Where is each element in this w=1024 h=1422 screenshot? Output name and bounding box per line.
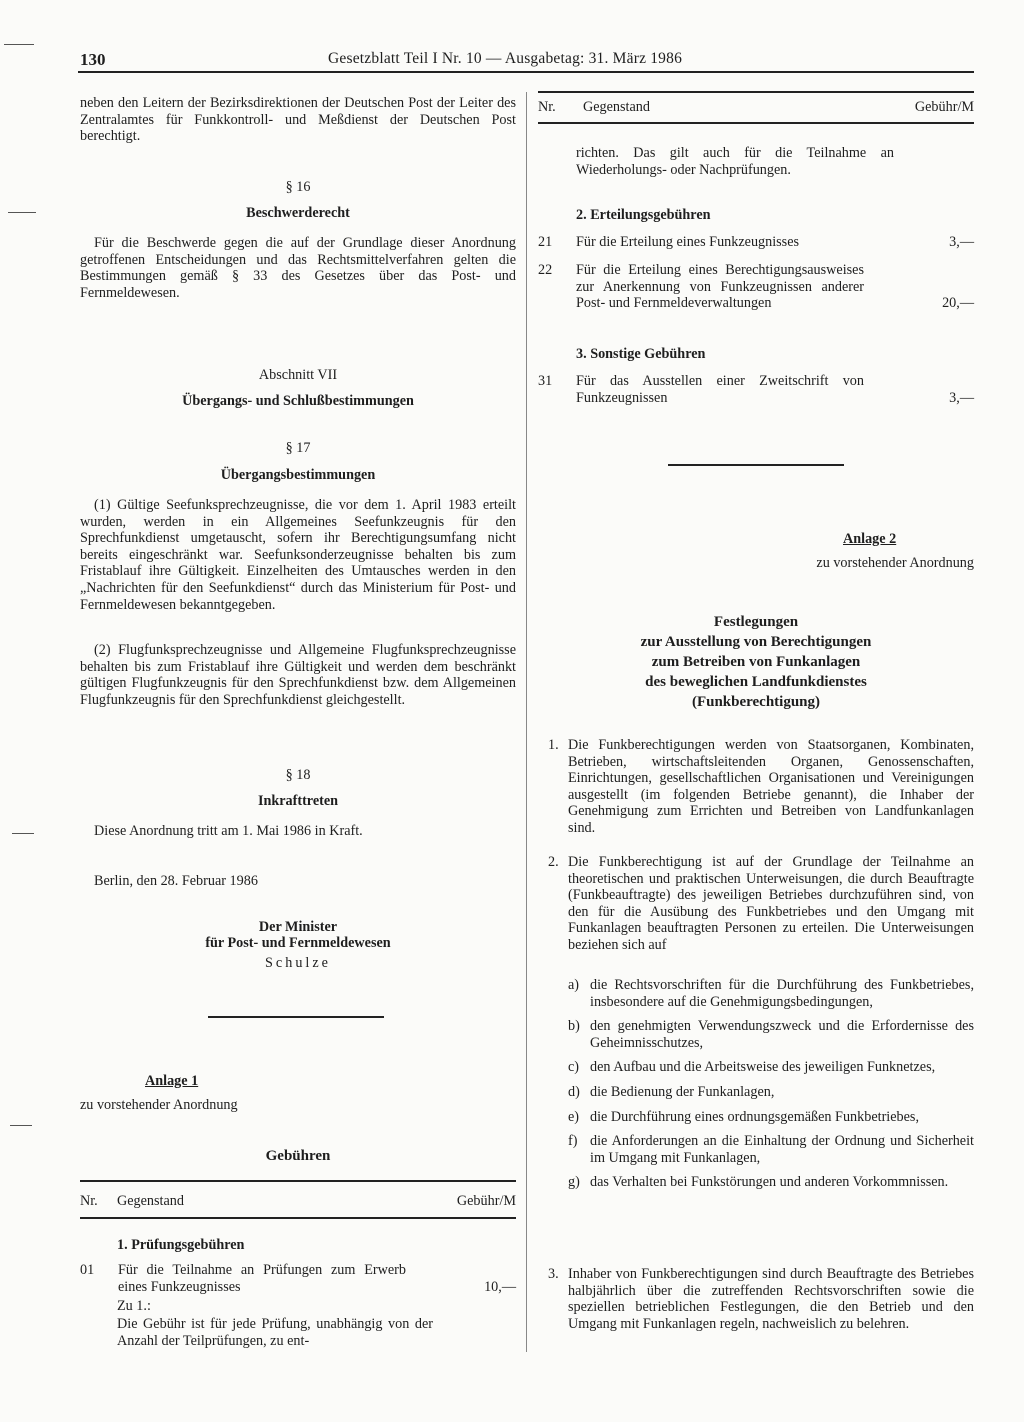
sub-item-a-text: die Rechtsvorschriften für die Durchführung des Funkbetriebes, insbesondere auf die Genehmigungsbedingungen, [590, 977, 974, 1010]
sub-item-d-text: die Bedienung der Funkanlagen, [590, 1083, 775, 1100]
sub-item-a-marker: a) [568, 977, 580, 993]
right-table-header-fee: Gebühr/M [914, 99, 974, 115]
sub-item-g-marker: g) [568, 1174, 580, 1191]
list-item-2-text: Die Funkberechtigung ist auf der Grundlage der Teilnahme an theoretischen und praktischen Unterweisungen, die durch Beauftragte (Funkbeauftragte) des jeweiligen Betriebes durchzuführen sind, von den für die Ausübung des Funkbetriebes und den Umgang mit Funkanlagen beauftragten Personen zu erteilen. Die Unterweisungen beziehen sich auf [568, 854, 974, 953]
table-row-01 [80, 1262, 516, 1295]
festlegungen-title-line-2: zur Ausstellung von Berechtigungen [640, 634, 872, 650]
sub-item-f-marker: f) [568, 1133, 578, 1150]
sub-item-e-text: die Durchführung eines ordnungsgemäßen Funkbetriebes, [590, 1108, 919, 1125]
row-21-fee: 3,— [949, 234, 974, 250]
row-31-number: 31 [538, 373, 553, 389]
table-header-nr: Nr. [80, 1193, 98, 1209]
table-section-3: 3. Sonstige Gebühren [576, 346, 706, 362]
signature-name: Schulze [265, 955, 331, 971]
scan-mark [4, 44, 34, 45]
row-22-text: Für die Erteilung eines Berechtigungsausweises zur Anerkennung von Funkzeugnissen anderer Post- und Fernmeldeverwaltungen [576, 262, 864, 312]
table-row-31 [538, 373, 974, 406]
table-header-fee: Gebühr/M [456, 1193, 516, 1209]
row-21-text: Für die Erteilung eines Funkzeugnisses [576, 234, 800, 250]
row-22-fee: 20,— [942, 295, 974, 312]
abschnitt-title: Übergangs- und Schlußbestimmungen [182, 393, 414, 409]
list-item-1-text: Die Funkberechtigungen werden von Staatsorganen, Kombinaten, Betrieben, wirtschaftsleitenden Organen, Genossenschaften, Einrichtungen, gesellschaftlichen Organisationen und Vereinigungen ausgestellt (im folgenden Betriebe genannt), die Inhaber der Genehmigung zum Errichten und Betreiben von Landfunkanlagen sind. [568, 737, 974, 836]
table-header-subject: Gegenstand [117, 1193, 184, 1209]
right-table-top-rule [538, 91, 974, 93]
festlegungen-title-line-1: Festlegungen [713, 614, 799, 630]
scan-mark [8, 212, 36, 213]
section-18-number: § 18 [285, 767, 311, 783]
section-16-title: Beschwerderecht [246, 205, 350, 221]
sub-item-b-marker: b) [568, 1018, 580, 1035]
anlage-1-label: Anlage 1 [145, 1073, 199, 1089]
list-item-2-number: 2. [548, 854, 559, 870]
note-text: Die Gebühr ist für jede Prüfung, unabhängig von der Anzahl der Teilprüfungen, zu ent- [117, 1316, 433, 1349]
scan-mark [12, 833, 34, 834]
festlegungen-title-line-5: (Funkberechtigung) [691, 694, 821, 710]
page-header-title: Gesetzblatt Teil I Nr. 10 — Ausgabetag: 31. März 1986 [328, 50, 683, 67]
right-separator-rule [668, 464, 844, 466]
list-item-3 [548, 1266, 974, 1332]
anlage-1-title: Gebühren [265, 1148, 331, 1164]
table-header-rule [80, 1217, 516, 1219]
sub-item-c-marker: c) [568, 1059, 580, 1076]
list-item-1 [548, 737, 974, 837]
list-item-1-number: 1. [548, 737, 559, 753]
date-line: Berlin, den 28. Februar 1986 [94, 873, 258, 889]
anlage-1-subtitle: zu vorstehender Anordnung [80, 1097, 238, 1113]
sub-item-c-text: den Aufbau und die Arbeitsweise des jeweiligen Funknetzes, [590, 1059, 936, 1076]
list-item-2 [548, 854, 974, 954]
page-number: 130 [80, 50, 106, 69]
list-item-3-number: 3. [548, 1266, 559, 1282]
sub-item-f-text: die Anforderungen an die Einhaltung der Ordnung und Sicherheit im Umgang mit Funkanlagen, [590, 1133, 974, 1166]
row-01-fee: 10,— [484, 1278, 516, 1295]
section-16-text: Für die Beschwerde gegen die auf der Grundlage dieser Anordnung getroffenen Entscheidungen und das Rechtsmittelverfahren gelten die Bestimmungen gemäß § 33 des Gesetzes über das Post- und Fernmeldewesen. [80, 235, 516, 301]
right-table-header-nr: Nr. [538, 99, 556, 115]
right-table-continuation: richten. Das gilt auch für die Teilnahme an Wiederholungs- oder Nachprüfungen. [576, 145, 894, 178]
sub-item-d-marker: d) [568, 1083, 580, 1100]
row-21-number: 21 [538, 234, 553, 250]
table-row-22 [538, 262, 974, 312]
festlegungen-title [538, 612, 974, 712]
sub-item-g-text: das Verhalten bei Funkstörungen und anderen Vorkommnissen. [590, 1174, 949, 1191]
festlegungen-title-line-3: zum Betreiben von Funkanlagen [651, 654, 861, 670]
section-16-number: § 16 [285, 179, 311, 195]
row-31-fee: 3,— [949, 389, 974, 406]
section-17-title: Übergangsbestimmungen [220, 467, 376, 483]
row-01-text: Für die Teilnahme an Prüfungen zum Erwerb eines Funkzeugnisses [118, 1262, 406, 1295]
table-section-2: 2. Erteilungsgebühren [576, 207, 711, 223]
sub-item-e-marker: e) [568, 1108, 580, 1125]
header-rule [78, 71, 974, 73]
section-17-number: § 17 [285, 440, 311, 456]
separator-rule [208, 1016, 384, 1018]
signature-title-1: Der Minister [258, 919, 338, 935]
note-label: Zu 1.: [117, 1298, 151, 1314]
abschnitt-label: Abschnitt VII [258, 367, 338, 383]
table-top-rule [80, 1180, 516, 1182]
row-22-number: 22 [538, 262, 553, 278]
row-01-number: 01 [80, 1262, 95, 1278]
right-table-header-rule [538, 122, 974, 124]
scan-mark [10, 1125, 32, 1126]
section-17-paragraph-2: (2) Flugfunksprechzeugnisse und Allgemeine Flugfunksprechzeugnisse behalten bis zum Fristablauf ihre Gültigkeit und werden dem beschränkt gültigen Flugfunkzeugnis für den Sprechfunkdienst bzw. dem Allgemeinen Flugfunkzeugnis für den Sprechfunkdienst gleichgestellt. [80, 642, 516, 708]
table-row-21 [538, 234, 974, 251]
section-18-text: Diese Anordnung tritt am 1. Mai 1986 in Kraft. [94, 823, 363, 839]
signature-title-2: für Post- und Fernmeldewesen [205, 935, 391, 951]
festlegungen-title-line-4: des beweglichen Landfunkdienstes [645, 674, 867, 690]
intro-paragraph: neben den Leitern der Bezirksdirektionen der Deutschen Post der Leiter des Zentralamtes für Funkkontroll- und Meßdienst der Deutschen Post berechtigt. [80, 95, 516, 145]
table-section-1: 1. Prüfungsgebühren [117, 1237, 245, 1253]
anlage-2-subtitle: zu vorstehender Anordnung [816, 555, 974, 571]
anlage-2-label: Anlage 2 [843, 531, 897, 547]
section-17-paragraph-1: (1) Gültige Seefunksprechzeugnisse, die vor dem 1. April 1983 erteilt wurden, werden in ein Allgemeines Seefunkzeugnis für den Sprechfunkdienst umgetauscht, sofern ihr Berechtigungsumfang nicht bereits eingeschränkt war. Seefunksonderzeugnisse behalten bis zum Fristablauf ihre Gültigkeit. Einzelheiten des Umtausches werden in den „Nachrichten für den Seefunkdienst“ durch das Ministerium für Post- und Fernmeldewesen bekanntgegeben. [80, 497, 516, 613]
section-18-title: Inkrafttreten [257, 793, 339, 809]
sub-item-b-text: den genehmigten Verwendungszweck und die Erfordernisse des Geheimnisschutzes, [590, 1018, 974, 1051]
right-table-header-subject: Gegenstand [583, 99, 650, 115]
list-item-3-text: Inhaber von Funkberechtigungen sind durch Beauftragte des Betriebes halbjährlich über die zutreffenden Rechtsvorschriften sowie die speziellen betrieblichen Festlegungen, die den Betrieb und den Umgang mit Funkanlagen regeln, nachweislich zu belehren. [568, 1266, 974, 1332]
sub-list [568, 977, 974, 1191]
row-31-text: Für das Ausstellen einer Zweitschrift von Funkzeugnissen [576, 373, 864, 406]
column-divider [526, 92, 527, 1352]
